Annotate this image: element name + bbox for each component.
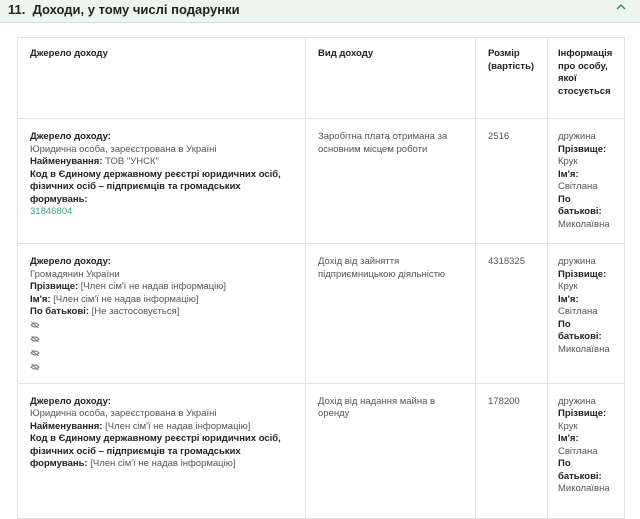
income-type-cell: Заробітна плата отримана за основним місцем роботи [306,119,476,244]
eye-hidden-icon [30,349,296,361]
table-header-row [18,38,625,119]
amount-cell: 2516 [476,119,548,244]
amount-cell: 4318325 [476,244,548,384]
table-row [18,119,625,244]
source-cell: Джерело доходу: Юридична особа, зареєстрована в Україні Найменування: [Член сім'ї не надав інформацію] Код в Єдиному державному реєстрі юридичних осіб, фізичних осіб – підприємців та громадських формувань: [Член сім'ї не надав інформацію] [18,383,306,518]
income-type-cell: Дохід від надання майна в оренду [306,383,476,518]
col-header-type: Вид доходу [306,38,476,119]
eye-hidden-icon [30,321,296,333]
eye-hidden-icon [30,335,296,347]
col-header-source: Джерело доходу [18,38,306,119]
source-cell: Джерело доходу: Юридична особа, зареєстрована в Україні Найменування: ТОВ "УНСК" Код в Єдиному державному реєстрі юридичних осіб, фізичних осіб – підприємців та громадських формувань: 31846804 [18,119,306,244]
table-row [18,244,625,384]
col-header-amount: Розмір (вартість) [476,38,548,119]
income-type-cell: Дохід від зайняття підприємницькою діяльністю [306,244,476,384]
col-header-person: Інформація про особу, якої стосується [548,38,625,119]
chevron-up-icon[interactable] [616,2,626,14]
income-table [17,37,625,519]
section-title: 11. Доходи, у тому числі подарунки [8,2,240,17]
person-cell: дружина Прізвище: Крук Ім'я: Світлана По батькові: Миколаївна [548,244,625,384]
amount-cell: 178200 [476,383,548,518]
table-row [18,383,625,518]
person-cell: дружина Прізвище: Крук Ім'я: Світлана По батькові: Миколаївна [548,119,625,244]
edr-code-link[interactable]: 31846804 [30,206,73,217]
person-cell: дружина Прізвище: Крук Ім'я: Світлана По батькові: Миколаївна [548,383,625,518]
section-header[interactable] [0,0,640,23]
eye-hidden-icon [30,363,296,375]
source-cell: Джерело доходу: Громадянин України Прізвище: [Член сім'ї не надав інформацію] Ім'я: [Член сім'ї не надав інформацію] По батькові: [Не застосовується] [18,244,306,384]
